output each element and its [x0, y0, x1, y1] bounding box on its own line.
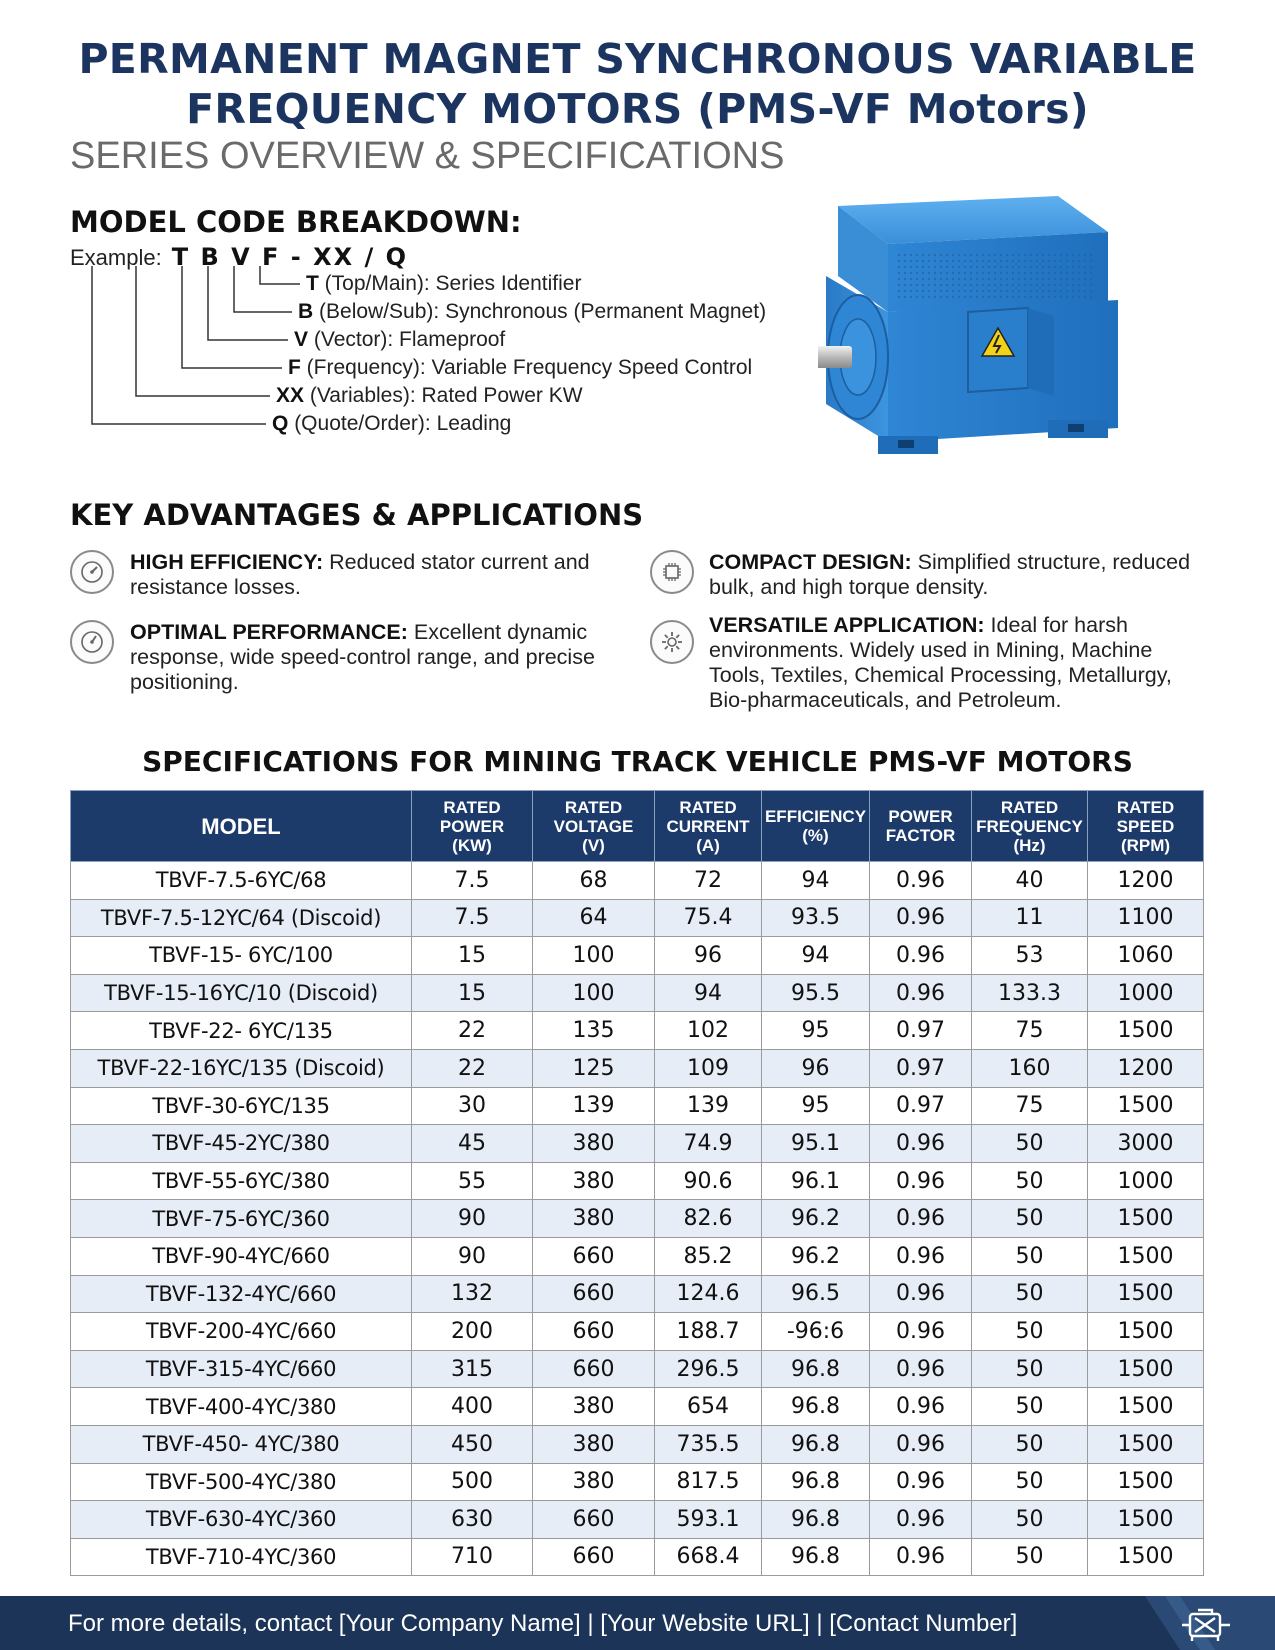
value-cell: 50	[972, 1275, 1088, 1313]
value-cell: 1500	[1088, 1425, 1204, 1463]
motor-illustration	[818, 192, 1148, 472]
value-cell: 109	[655, 1049, 762, 1087]
value-cell: 1500	[1088, 1388, 1204, 1426]
value-cell: 0.96	[870, 1125, 972, 1163]
model-cell: TBVF-45-2YC/380	[71, 1125, 412, 1163]
value-cell: 3000	[1088, 1125, 1204, 1163]
value-cell: 380	[533, 1125, 655, 1163]
connector-f	[182, 266, 282, 368]
value-cell: 200	[412, 1313, 533, 1351]
value-cell: 45	[412, 1125, 533, 1163]
value-cell: 96.8	[762, 1463, 870, 1501]
value-cell: 1500	[1088, 1501, 1204, 1539]
value-cell: 593.1	[655, 1501, 762, 1539]
table-row	[71, 1049, 1204, 1087]
code-item-q: Q (Quote/Order): Leading	[272, 412, 512, 435]
code-item-v: V (Vector): Flameproof	[294, 328, 506, 351]
connector-b	[234, 266, 292, 312]
value-cell: 96.5	[762, 1275, 870, 1313]
value-cell: 96.2	[762, 1237, 870, 1275]
code-item-b: B (Below/Sub): Synchronous (Permanent Magnet)	[298, 300, 767, 323]
gauge-icon	[70, 620, 114, 664]
value-cell: 90	[412, 1237, 533, 1275]
value-cell: 139	[655, 1087, 762, 1125]
gear-icon	[650, 620, 694, 664]
value-cell: 0.96	[870, 1538, 972, 1576]
table-row	[71, 1463, 1204, 1501]
value-cell: 380	[533, 1388, 655, 1426]
value-cell: 0.96	[870, 1313, 972, 1351]
table-row	[71, 937, 1204, 975]
code-item-xx: XX (Variables): Rated Power KW	[276, 384, 583, 407]
model-cell: TBVF-400-4YC/380	[71, 1388, 412, 1426]
motor-icon	[1178, 1604, 1238, 1644]
value-cell: 90.6	[655, 1162, 762, 1200]
value-cell: 100	[533, 937, 655, 975]
value-cell: 11	[972, 899, 1088, 937]
table-row	[71, 1012, 1204, 1050]
value-cell: 668.4	[655, 1538, 762, 1576]
value-cell: 50	[972, 1125, 1088, 1163]
value-cell: 94	[762, 862, 870, 900]
value-cell: 30	[412, 1087, 533, 1125]
column-header-0: MODEL	[71, 791, 412, 862]
value-cell: 660	[533, 1350, 655, 1388]
value-cell: 7.5	[412, 862, 533, 900]
value-cell: 1060	[1088, 937, 1204, 975]
value-cell: 125	[533, 1049, 655, 1087]
value-cell: 102	[655, 1012, 762, 1050]
value-cell: 0.96	[870, 899, 972, 937]
table-row	[71, 1313, 1204, 1351]
value-cell: 94	[762, 937, 870, 975]
value-cell: 380	[533, 1162, 655, 1200]
table-row	[71, 1087, 1204, 1125]
value-cell: 50	[972, 1501, 1088, 1539]
value-cell: 85.2	[655, 1237, 762, 1275]
value-cell: 0.96	[870, 1388, 972, 1426]
model-cell: TBVF-630-4YC/360	[71, 1501, 412, 1539]
value-cell: 660	[533, 1501, 655, 1539]
table-row	[71, 1125, 1204, 1163]
connector-v	[208, 266, 288, 340]
value-cell: 380	[533, 1463, 655, 1501]
value-cell: 22	[412, 1012, 533, 1050]
value-cell: 1100	[1088, 899, 1204, 937]
chip-icon	[650, 550, 694, 594]
page-title: PERMANENT MAGNET SYNCHRONOUS VARIABLE FREQUENCY MOTORS (PMS-VF Motors)	[78, 35, 1197, 133]
value-cell: 95.1	[762, 1125, 870, 1163]
value-cell: 654	[655, 1388, 762, 1426]
value-cell: 630	[412, 1501, 533, 1539]
example-code: T B V F - XX / Q	[171, 243, 408, 271]
value-cell: 15	[412, 937, 533, 975]
footer-bar	[0, 1596, 1275, 1650]
value-cell: 94	[655, 974, 762, 1012]
value-cell: 96.8	[762, 1388, 870, 1426]
value-cell: 53	[972, 937, 1088, 975]
column-header-4: EFFICIENCY (%)	[762, 791, 870, 862]
value-cell: 735.5	[655, 1425, 762, 1463]
value-cell: 160	[972, 1049, 1088, 1087]
value-cell: 1500	[1088, 1012, 1204, 1050]
table-row	[71, 1538, 1204, 1576]
value-cell: 0.96	[870, 937, 972, 975]
column-header-3: RATED CURRENT (A)	[655, 791, 762, 862]
model-cell: TBVF-22- 6YC/135	[71, 1012, 412, 1050]
value-cell: 74.9	[655, 1125, 762, 1163]
table-row	[71, 862, 1204, 900]
value-cell: 50	[972, 1463, 1088, 1501]
value-cell: 1500	[1088, 1200, 1204, 1238]
value-cell: 64	[533, 899, 655, 937]
value-cell: 380	[533, 1200, 655, 1238]
value-cell: 96.8	[762, 1538, 870, 1576]
value-cell: 660	[533, 1237, 655, 1275]
model-cell: TBVF-15- 6YC/100	[71, 937, 412, 975]
value-cell: 75	[972, 1012, 1088, 1050]
advantage-high-efficiency: HIGH EFFICIENCY: Reduced stator current and resistance losses.	[130, 550, 590, 599]
table-row	[71, 1425, 1204, 1463]
advantage-compact-design: COMPACT DESIGN: Simplified structure, reduced bulk, and high torque density.	[709, 550, 1191, 599]
value-cell: 22	[412, 1049, 533, 1087]
value-cell: 96.1	[762, 1162, 870, 1200]
table-row	[71, 1162, 1204, 1200]
example-label: Example:	[70, 245, 162, 270]
model-cell: TBVF-200-4YC/660	[71, 1313, 412, 1351]
value-cell: 133.3	[972, 974, 1088, 1012]
value-cell: 1500	[1088, 1313, 1204, 1351]
value-cell: 1000	[1088, 974, 1204, 1012]
column-header-7: RATED SPEED (RPM)	[1088, 791, 1204, 862]
value-cell: 0.96	[870, 1463, 972, 1501]
table-row	[71, 1275, 1204, 1313]
specs-heading: SPECIFICATIONS FOR MINING TRACK VEHICLE PMS-VF MOTORS	[142, 745, 1133, 778]
value-cell: 660	[533, 1313, 655, 1351]
model-cell: TBVF-75-6YC/360	[71, 1200, 412, 1238]
model-cell: TBVF-132-4YC/660	[71, 1275, 412, 1313]
value-cell: 96.8	[762, 1425, 870, 1463]
value-cell: 50	[972, 1237, 1088, 1275]
value-cell: 132	[412, 1275, 533, 1313]
value-cell: 710	[412, 1538, 533, 1576]
model-cell: TBVF-55-6YC/380	[71, 1162, 412, 1200]
column-header-6: RATED FREQUENCY (Hz)	[972, 791, 1088, 862]
value-cell: 96.8	[762, 1501, 870, 1539]
table-row	[71, 1200, 1204, 1238]
connector-q	[92, 266, 266, 424]
model-cell: TBVF-315-4YC/660	[71, 1350, 412, 1388]
code-item-t: T (Top/Main): Series Identifier	[306, 272, 582, 295]
table-row	[71, 1237, 1204, 1275]
value-cell: 0.96	[870, 1162, 972, 1200]
value-cell: 95	[762, 1012, 870, 1050]
value-cell: 0.97	[870, 1049, 972, 1087]
value-cell: 0.96	[870, 1237, 972, 1275]
specs-table	[70, 790, 1204, 1576]
value-cell: 75.4	[655, 899, 762, 937]
model-code-heading: MODEL CODE BREAKDOWN:	[70, 205, 522, 239]
value-cell: 1500	[1088, 1275, 1204, 1313]
value-cell: 40	[972, 862, 1088, 900]
value-cell: 55	[412, 1162, 533, 1200]
value-cell: 400	[412, 1388, 533, 1426]
table-row	[71, 899, 1204, 937]
table-row	[71, 1388, 1204, 1426]
value-cell: 0.96	[870, 862, 972, 900]
gauge-icon	[70, 550, 114, 594]
model-cell: TBVF-15-16YC/10 (Discoid)	[71, 974, 412, 1012]
value-cell: 135	[533, 1012, 655, 1050]
model-cell: TBVF-30-6YC/135	[71, 1087, 412, 1125]
value-cell: 50	[972, 1313, 1088, 1351]
specs-header-row	[71, 791, 1204, 862]
value-cell: 50	[972, 1388, 1088, 1426]
value-cell: 95.5	[762, 974, 870, 1012]
value-cell: 95	[762, 1087, 870, 1125]
value-cell: 1500	[1088, 1538, 1204, 1576]
value-cell: 380	[533, 1425, 655, 1463]
footer-contact-text: For more details, contact [Your Company Name] | [Your Website URL] | [Contact Number]	[68, 1610, 1018, 1637]
value-cell: 72	[655, 862, 762, 900]
advantage-versatile-application: VERSATILE APPLICATION: Ideal for harsh environments. Widely used in Mining, Machine Tools, Textiles, Chemical Processing, Metallurgy, Bio-pharmaceuticals, and Petroleum.	[709, 613, 1172, 712]
value-cell: 0.96	[870, 1425, 972, 1463]
value-cell: 1200	[1088, 862, 1204, 900]
value-cell: 7.5	[412, 899, 533, 937]
value-cell: 50	[972, 1200, 1088, 1238]
value-cell: 500	[412, 1463, 533, 1501]
value-cell: 1000	[1088, 1162, 1204, 1200]
value-cell: 660	[533, 1538, 655, 1576]
value-cell: 450	[412, 1425, 533, 1463]
value-cell: 1500	[1088, 1350, 1204, 1388]
value-cell: 124.6	[655, 1275, 762, 1313]
value-cell: 75	[972, 1087, 1088, 1125]
value-cell: 68	[533, 862, 655, 900]
value-cell: 0.97	[870, 1012, 972, 1050]
advantage-optimal-performance: OPTIMAL PERFORMANCE: Excellent dynamic response, wide speed-control range, and precise positioning.	[130, 620, 595, 694]
value-cell: 1200	[1088, 1049, 1204, 1087]
connector-t	[260, 266, 300, 284]
column-header-2: RATED VOLTAGE (V)	[533, 791, 655, 862]
value-cell: 0.96	[870, 974, 972, 1012]
model-cell: TBVF-710-4YC/360	[71, 1538, 412, 1576]
value-cell: 1500	[1088, 1463, 1204, 1501]
advantages-heading: KEY ADVANTAGES & APPLICATIONS	[70, 498, 644, 532]
value-cell: 1500	[1088, 1087, 1204, 1125]
value-cell: 50	[972, 1425, 1088, 1463]
value-cell: -96:6	[762, 1313, 870, 1351]
model-cell: TBVF-7.5-6YC/68	[71, 862, 412, 900]
table-row	[71, 1350, 1204, 1388]
value-cell: 315	[412, 1350, 533, 1388]
value-cell: 50	[972, 1350, 1088, 1388]
model-cell: TBVF-22-16YC/135 (Discoid)	[71, 1049, 412, 1087]
model-cell: TBVF-90-4YC/660	[71, 1237, 412, 1275]
value-cell: 139	[533, 1087, 655, 1125]
value-cell: 188.7	[655, 1313, 762, 1351]
value-cell: 1500	[1088, 1237, 1204, 1275]
model-cell: TBVF-450- 4YC/380	[71, 1425, 412, 1463]
specs-table-body	[71, 862, 1204, 1576]
value-cell: 93.5	[762, 899, 870, 937]
value-cell: 0.96	[870, 1275, 972, 1313]
value-cell: 0.96	[870, 1350, 972, 1388]
code-item-f: F (Frequency): Variable Frequency Speed Control	[288, 356, 753, 379]
column-header-1: RATED POWER (KW)	[412, 791, 533, 862]
value-cell: 90	[412, 1200, 533, 1238]
value-cell: 50	[972, 1162, 1088, 1200]
page-subtitle: SERIES OVERVIEW & SPECIFICATIONS	[70, 135, 785, 177]
value-cell: 0.96	[870, 1501, 972, 1539]
value-cell: 660	[533, 1275, 655, 1313]
value-cell: 82.6	[655, 1200, 762, 1238]
value-cell: 0.97	[870, 1087, 972, 1125]
value-cell: 15	[412, 974, 533, 1012]
value-cell: 96.2	[762, 1200, 870, 1238]
model-cell: TBVF-7.5-12YC/64 (Discoid)	[71, 899, 412, 937]
value-cell: 50	[972, 1538, 1088, 1576]
table-row	[71, 1501, 1204, 1539]
model-cell: TBVF-500-4YC/380	[71, 1463, 412, 1501]
table-row	[71, 974, 1204, 1012]
connector-xx	[136, 266, 270, 396]
value-cell: 100	[533, 974, 655, 1012]
value-cell: 0.96	[870, 1200, 972, 1238]
column-header-5: POWER FACTOR	[870, 791, 972, 862]
value-cell: 296.5	[655, 1350, 762, 1388]
value-cell: 96	[655, 937, 762, 975]
value-cell: 96	[762, 1049, 870, 1087]
value-cell: 96.8	[762, 1350, 870, 1388]
value-cell: 817.5	[655, 1463, 762, 1501]
